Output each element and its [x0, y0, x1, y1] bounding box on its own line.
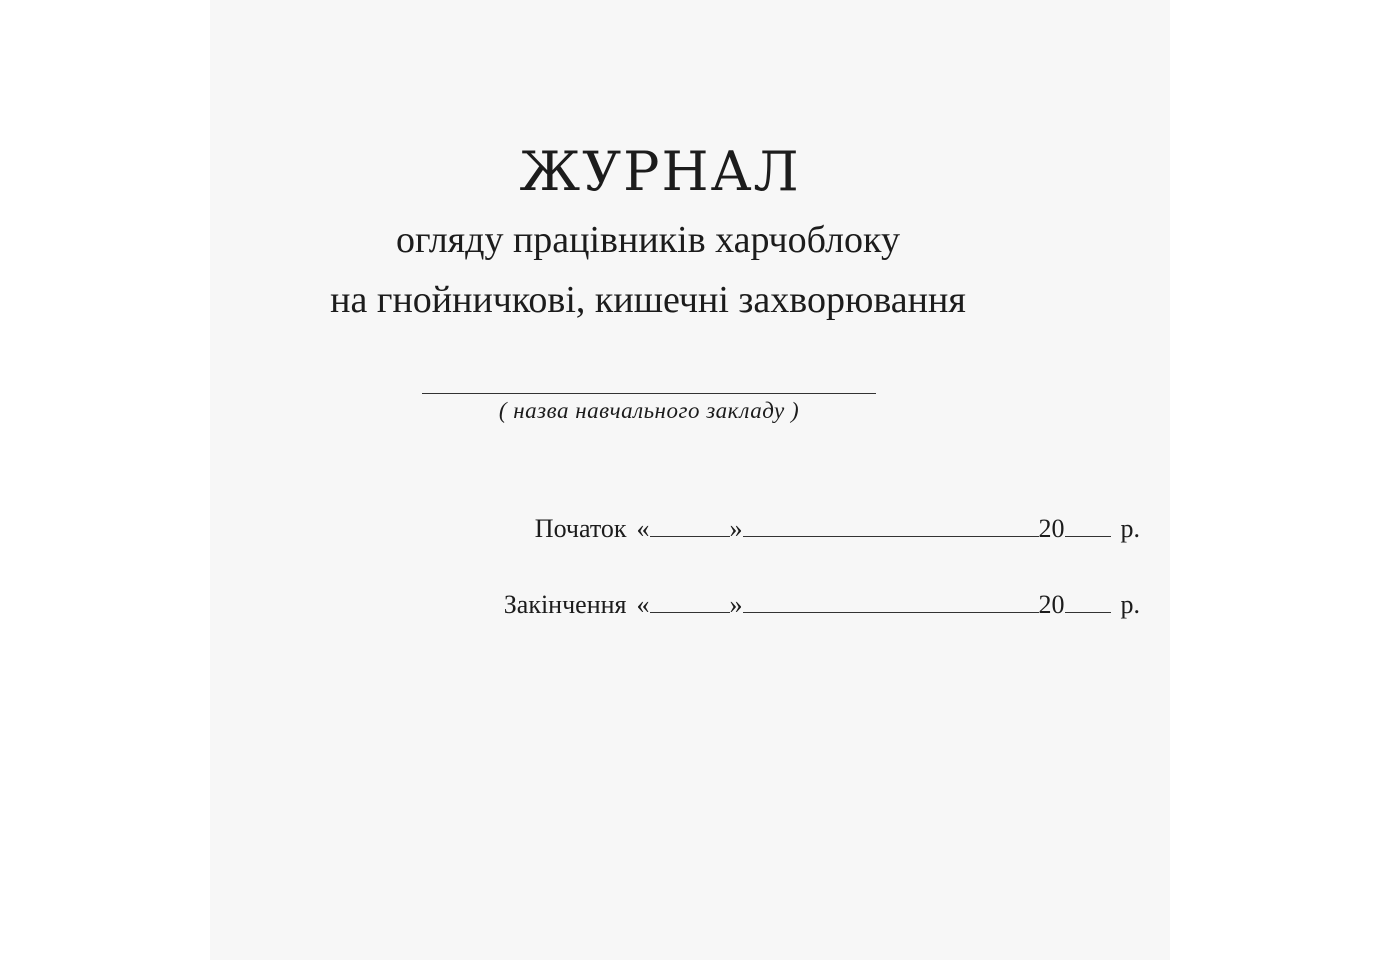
start-close-quote: » — [729, 514, 743, 543]
end-date-row — [504, 590, 1140, 620]
start-date-row — [535, 514, 1140, 544]
document-subtitle-line1: огляду працівників харчоблоку — [396, 219, 900, 261]
end-label: Закінчення — [503, 590, 627, 619]
end-year-blank[interactable] — [1065, 590, 1111, 613]
end-day-blank[interactable] — [650, 590, 730, 613]
end-close-quote: » — [729, 590, 743, 619]
document-page — [210, 0, 1170, 960]
start-month-blank[interactable] — [743, 514, 1039, 537]
start-label: Початок — [534, 514, 627, 543]
document-subtitle-line2: на гнойничкові, кишечні захворювання — [330, 279, 966, 321]
start-day-blank[interactable] — [650, 514, 730, 537]
end-month-blank[interactable] — [743, 590, 1039, 613]
institution-caption: ( назва навчального закладу ) — [498, 398, 800, 423]
end-year-suffix: р. — [1120, 590, 1140, 619]
start-open-quote: « — [636, 514, 650, 543]
institution-name-line[interactable] — [422, 393, 876, 394]
start-year-suffix: р. — [1120, 514, 1140, 543]
start-century: 20 — [1038, 514, 1065, 543]
start-year-blank[interactable] — [1065, 514, 1111, 537]
document-title: ЖУРНАЛ — [519, 140, 801, 203]
end-century: 20 — [1038, 590, 1065, 619]
end-open-quote: « — [636, 590, 650, 619]
